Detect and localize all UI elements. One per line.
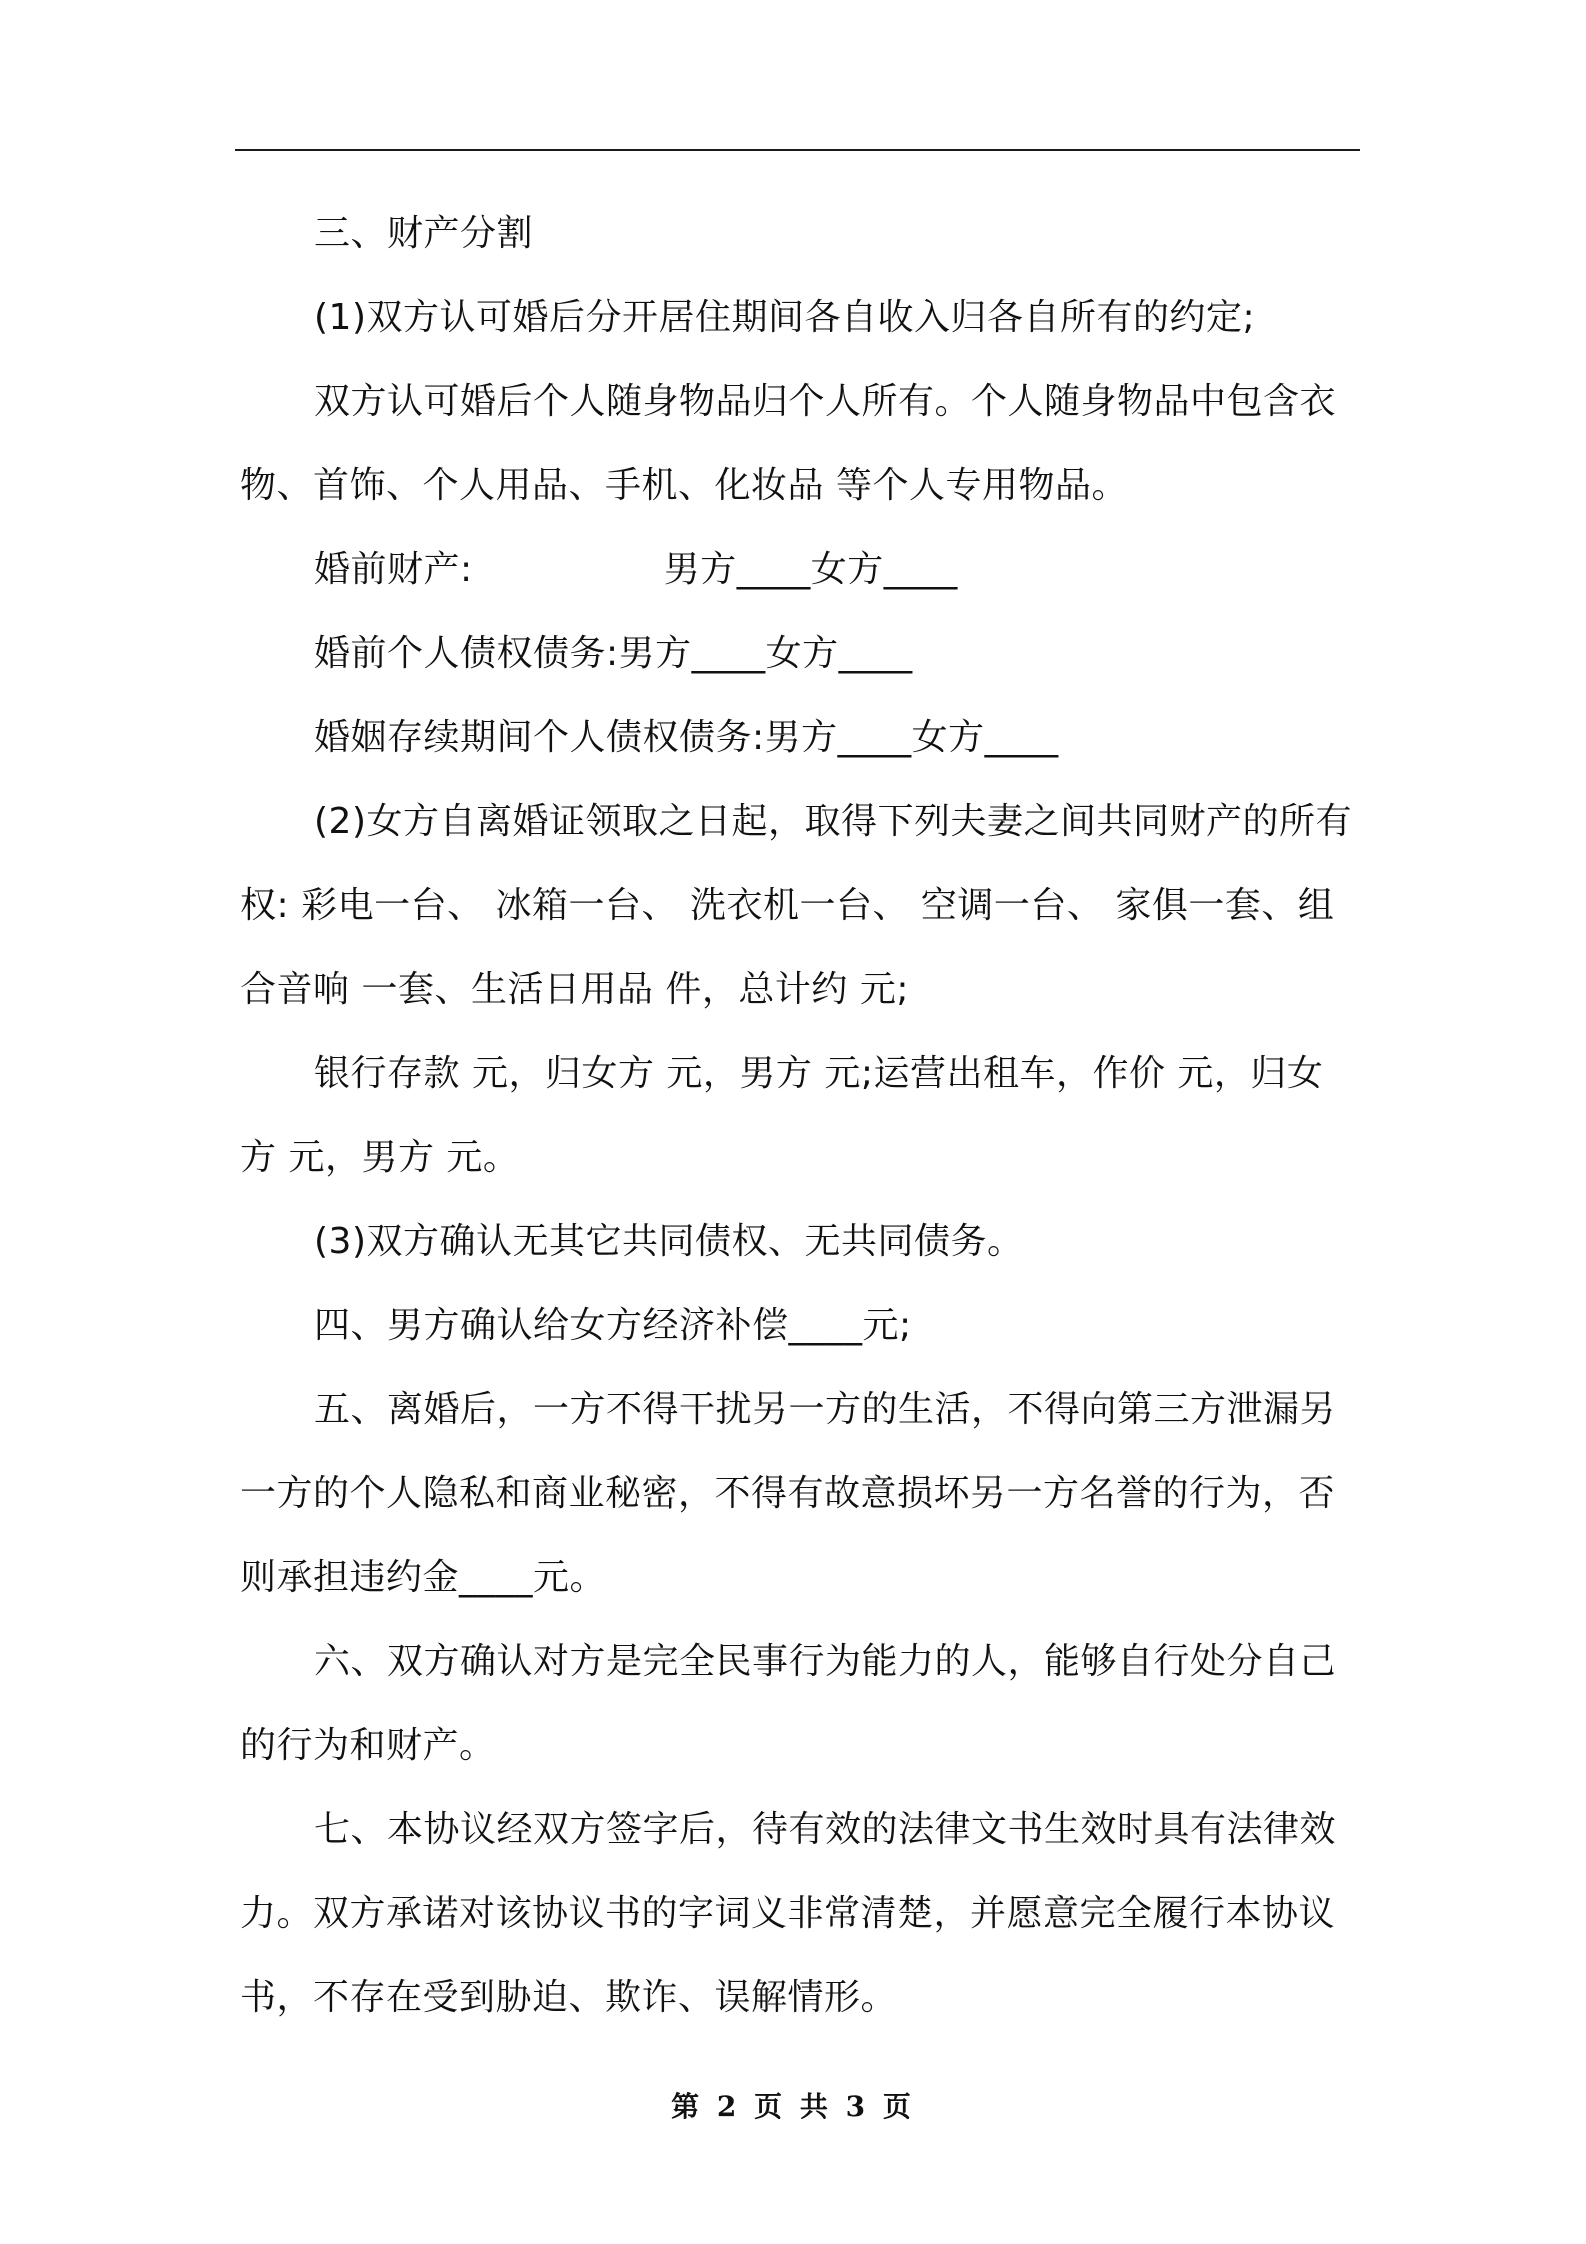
section-heading-non-interference: 五、离婚后，一方不得干扰另一方的生活，不得向第三方泄漏另一方的个人隐私和商业秘密，不得有故意损坏另一方名誉的行为，否则承担违约金____元。	[240, 1389, 1337, 1598]
document-body	[240, 192, 1358, 2040]
paragraph-joint-property: (2)女方自离婚证领取之日起，取得下列夫妻之间共同财产的所有权: 彩电一台、 冰箱一台、 洗衣机一台、 空调一台、 家俱一套、组合音响 一套、生活日用品 件，总计约 元;	[240, 801, 1352, 1010]
paragraph-personal-belongings: 双方认可婚后个人随身物品归个人所有。个人随身物品中包含衣物、首饰、个人用品、手机、化妆品 等个人专用物品。	[240, 381, 1337, 506]
header-rule	[235, 149, 1360, 151]
section-heading-effectiveness: 七、本协议经双方签字后，待有效的法律文书生效时具有法律效力。双方承诺对该协议书的字词义非常清楚，并愿意完全履行本协议书，不存在受到胁迫、欺诈、误解情形。	[240, 1809, 1337, 2018]
paragraph-premarital-debts: 婚前个人债权债务:男方____女方____	[314, 633, 913, 674]
paragraph-no-joint-debt: (3)双方确认无其它共同债权、无共同债务。	[314, 1221, 1024, 1262]
section-heading-capacity: 六、双方确认对方是完全民事行为能力的人，能够自行处分自己的行为和财产。	[240, 1641, 1337, 1766]
section-heading-property-division: 三、财产分割	[314, 213, 534, 254]
page-number-footer: 第 2 页 共 3 页	[671, 2090, 915, 2123]
paragraph-marital-debts: 婚姻存续期间个人债权债务:男方____女方____	[314, 717, 1059, 758]
paragraph-bank-deposit: 银行存款 元，归女方 元，男方 元;运营出租车，作价 元，归女方 元，男方 元。	[240, 1053, 1324, 1178]
section-heading-compensation: 四、男方确认给女方经济补偿____元;	[314, 1305, 912, 1346]
paragraph-premarital-property: 婚前财产: 男方____女方____	[314, 549, 958, 590]
paragraph-income: (1)双方认可婚后分开居住期间各自收入归各自所有的约定;	[314, 297, 1256, 338]
